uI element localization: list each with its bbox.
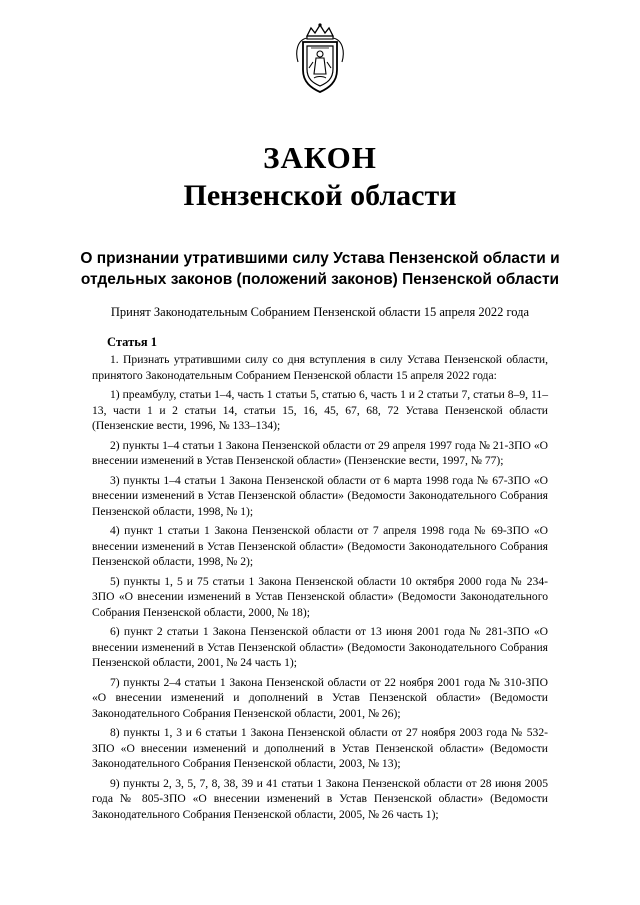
article-paragraph: 9) пункты 2, 3, 5, 7, 8, 38, 39 и 41 статьи 1 Закона Пензенской области от 28 июня 2005 года № 805-ЗПО «О внесении изменений в Устав Пензенской области» (Ведомости Законодательного Собрания Пензенской области, 2005, № 26 часть 1); — [92, 776, 548, 821]
law-name-line: О признании утратившими силу Устава Пензенской области и — [80, 250, 560, 267]
article-paragraph: 4) пункт 1 статьи 1 Закона Пензенской области от 7 апреля 1998 года № 69-ЗПО «О внесении изменений в Устав Пензенской области» (Ведомости Законодательного Собрания Пензенской области, 1998, № 2); — [92, 524, 548, 568]
document-subtitle: Пензенской области — [183, 179, 457, 212]
article-paragraph: 7) пункты 2–4 статьи 1 Закона Пензенской области от 22 ноября 2001 года № 310-ЗПО «О внесении изменений и дополнений в Устав Пензенской области» (Ведомости Законодательного Собрания Пензенской области, 2001, № 26); — [92, 675, 548, 720]
document-title: ЗАКОН — [263, 140, 377, 175]
article-heading: Статья 1 — [107, 335, 157, 349]
article-paragraph: 2) пункты 1–4 статьи 1 Закона Пензенской области от 29 апреля 1997 года № 21-ЗПО «О внесении изменений в Устав Пензенской области» (Пензенские вести, 1997, № 77); — [92, 438, 548, 467]
adoption-note: Принят Законодательным Собранием Пензенской области 15 апреля 2022 года — [110, 305, 530, 319]
article-paragraph: 8) пункты 1, 3 и 6 статьи 1 Закона Пензенской области от 27 ноября 2003 года № 532-ЗПО «О внесении изменений и дополнений в Устав Пензенской области» (Ведомости Законодательного Собрания Пензенской области, 2003, № 13); — [92, 726, 548, 770]
penza-coat-of-arms-icon — [285, 22, 355, 96]
article-paragraph: 6) пункт 2 статьи 1 Закона Пензенской области от 13 июня 2001 года № 281-ЗПО «О внесении изменений в Устав Пензенской области» (Ведомости Законодательного Собрания Пензенской области, 2001, № 24 часть 1); — [92, 625, 548, 669]
law-name-line: отдельных законов (положений законов) Пензенской области — [80, 271, 560, 288]
article-paragraph: 1) преамбулу, статьи 1–4, часть 1 статьи 5, статью 6, часть 1 и 2 статьи 7, статьи 8–9, 11–13, части 1 и 2 статьи 14, статьи 15, 16, 45, 67, 68, 72 Устава Пензенской области (Пензенские вести, 1996, № 133–134); — [92, 388, 548, 432]
article-paragraph: 3) пункты 1–4 статьи 1 Закона Пензенской области от 6 марта 1998 года № 67-ЗПО «О внесении изменений в Устав Пензенской области» (Ведомости Законодательного Собрания Пензенской области, 1998, № 1); — [92, 473, 548, 518]
article-paragraph: 1. Признать утратившими силу со дня вступления в силу Устава Пензенской области, принятого Законодательным Собранием Пензенской области 15 апреля 2022 года: — [92, 353, 548, 382]
article-body — [92, 352, 548, 826]
article-paragraph: 5) пункты 1, 5 и 75 статьи 1 Закона Пензенской области 10 октября 2000 года № 234-ЗПО «О внесении изменений в Устав Пензенской области» (Ведомости Законодательного Собрания Пензенской области, 2000, № 18); — [92, 574, 548, 619]
law-name — [60, 248, 580, 290]
